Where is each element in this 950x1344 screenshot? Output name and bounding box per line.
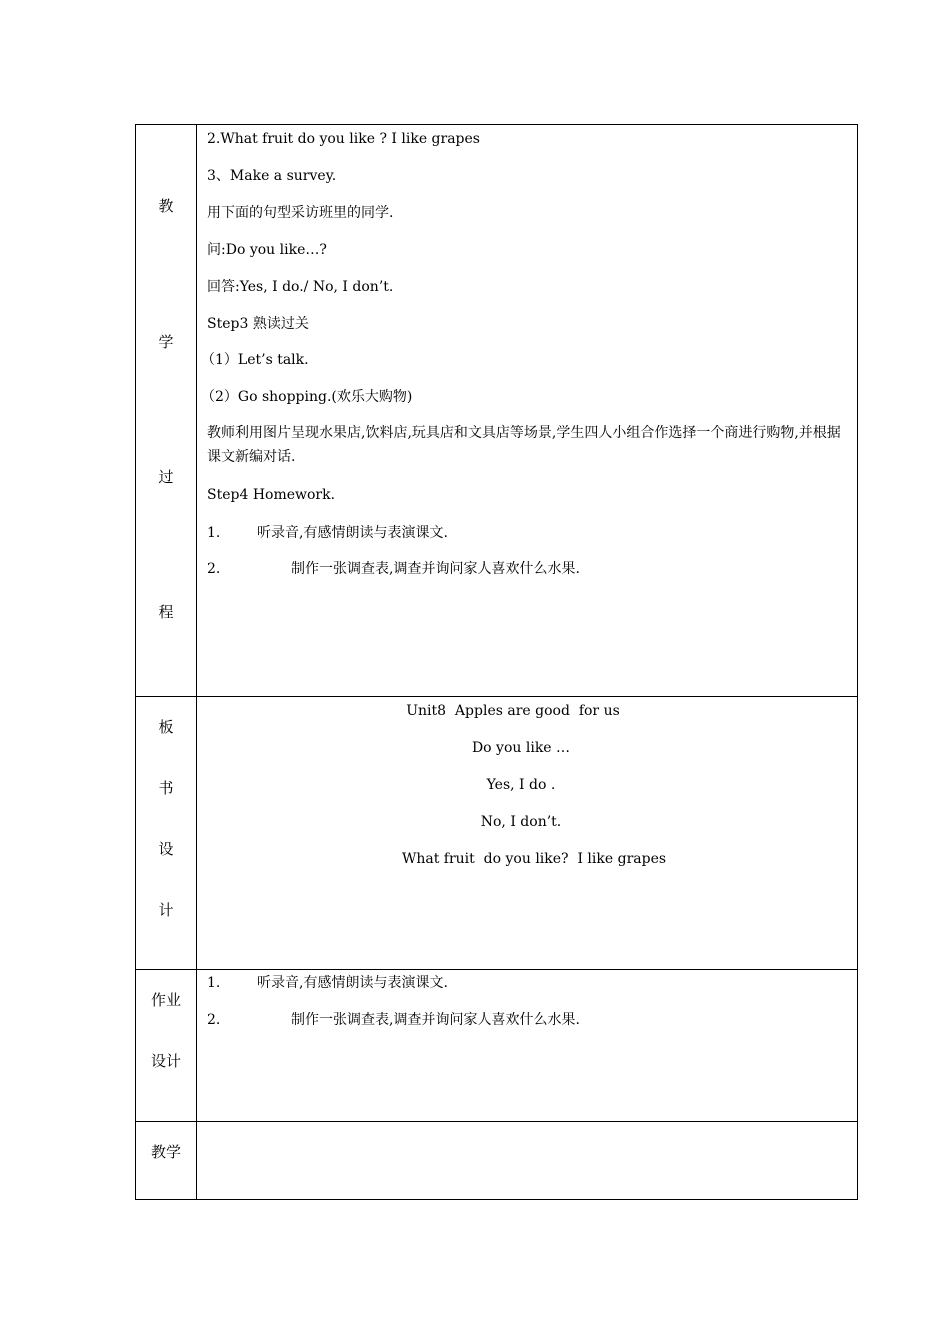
assignment-row (136, 970, 858, 1122)
assignment-content-cell (197, 970, 858, 1122)
process-label-char: 学 (158, 333, 174, 351)
homework-item (207, 559, 849, 579)
process-line: Step4 Homework. (207, 487, 336, 503)
board-line: No, I don’t. (480, 814, 562, 830)
board-content-cell (197, 697, 858, 970)
process-label-char: 教 (158, 197, 174, 215)
process-line: 问:Do you like…? (207, 242, 327, 258)
assignment-item-text: 听录音,有感情朗读与表演课文. (257, 975, 448, 991)
homework-item-text: 听录音,有感情朗读与表演课文. (257, 525, 448, 541)
process-line: 回答:Yes, I do./ No, I don’t. (207, 279, 394, 295)
process-label-char: 程 (158, 603, 174, 621)
board-line: Yes, I do . (486, 777, 556, 793)
reflection-label-cell (136, 1122, 197, 1200)
process-line: 2.What fruit do you like ? I like grapes (207, 131, 480, 147)
process-paragraph: 教师利用图片呈现水果店,饮料店,玩具店和文具店等场景,学生四人小组合作选择一个商进行购物,并根据课文新编对话. (207, 425, 841, 465)
board-label-char: 设 (158, 840, 174, 858)
assignment-item-number: 2. (207, 1012, 221, 1028)
process-label-char: 过 (158, 468, 174, 486)
assignment-item (207, 1010, 849, 1030)
board-row (136, 697, 858, 970)
process-line: （2）Go shopping.(欢乐大购物) (201, 389, 413, 405)
board-label-char: 板 (158, 718, 174, 736)
assignment-label: 作业 (150, 991, 181, 1009)
process-content-cell (197, 125, 858, 697)
assignment-item (207, 973, 849, 993)
lesson-plan-table (135, 124, 858, 1200)
process-line: Step3 熟读过关 (207, 316, 309, 332)
board-label-cell (136, 697, 197, 970)
process-line: 3、Make a survey. (207, 168, 337, 184)
reflection-content-cell (197, 1122, 858, 1200)
homework-item-number: 2. (207, 561, 221, 577)
reflection-label: 教学 (150, 1143, 181, 1161)
reflection-row (136, 1122, 858, 1200)
process-line: （1）Let’s talk. (201, 352, 309, 368)
homework-item-text: 制作一张调查表,调查并询问家人喜欢什么水果. (291, 561, 580, 577)
board-line: What fruit do you like? I like grapes (401, 851, 667, 867)
homework-item (207, 523, 849, 543)
assignment-item-text: 制作一张调查表,调查并询问家人喜欢什么水果. (291, 1012, 580, 1028)
assignment-label-cell (136, 970, 197, 1122)
assignment-item-number: 1. (207, 975, 221, 991)
homework-item-number: 1. (207, 525, 221, 541)
board-title: Unit8 Apples are good for us (406, 703, 620, 719)
process-row (136, 125, 858, 697)
board-label-char: 书 (158, 779, 174, 797)
board-label-char: 计 (158, 901, 174, 919)
process-label-cell (136, 125, 197, 697)
board-line: Do you like … (471, 740, 571, 756)
assignment-label: 设计 (150, 1052, 181, 1070)
process-line: 用下面的句型采访班里的同学. (207, 205, 394, 221)
